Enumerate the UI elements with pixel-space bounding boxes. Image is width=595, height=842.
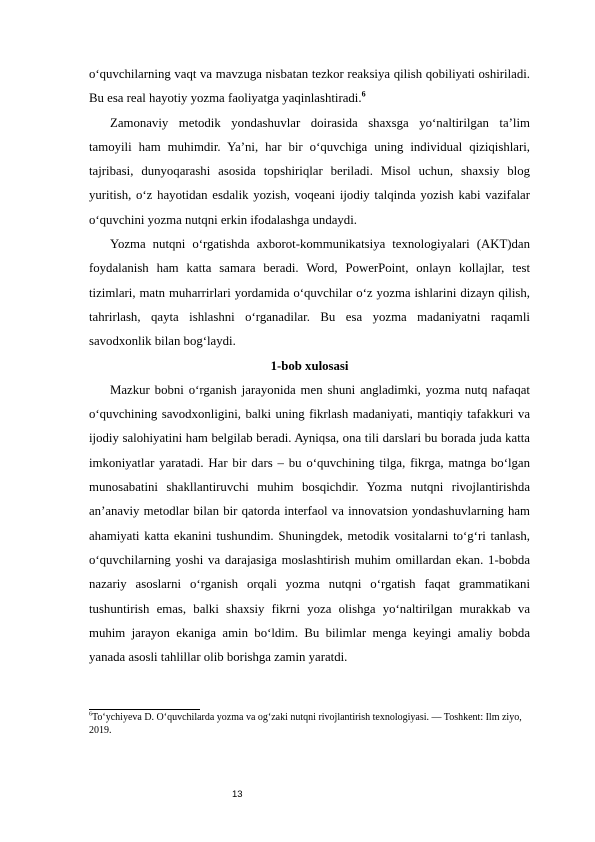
conclusion-paragraph: Mazkur bobni o‘rganish jarayonida men shuni angladimki, yozma nutq nafaqat o‘quvchining savodxonligini, balki uning fikrlash madaniyati, mantiqiy tafakkuri va ijodiy salohiyatini ham belgilab beradi. Ayniqsa, ona tili darslari bu borada juda katta imkoniyatlar yaratadi. Har bir dars – bu o‘quvchining tilga, fikrga, matnga bo‘lgan munosabatini shakllantiruvchi muhim bosqichdir. Yozma nutqni rivojlantirishda an’anaviy metodlar bilan bir qatorda interfaol va innovatsion yondashuvlarning ham ahamiyati katta ekanini tushundim. Shuningdek, metodik vositalarni to‘g‘ri tanlash, o‘quvchilarning yoshi va darajasiga moslashtirish muhim omillardan ekan. 1-bobda nazariy asoslarni o‘rganish orqali yozma nutqni o‘rgatish faqat grammatikani tushuntirish emas, balki shaxsiy fikrni yoza olishga yo‘naltirilgan murakkab va muhim jarayon ekaniga amin bo‘ldim. Bu bilimlar menga keyingi amaliy bobda yanada asosli tahlillar olib borishga zamin yaratdi. xyxy=(89,382,530,665)
document-body xyxy=(89,62,530,669)
page-number: 13 xyxy=(232,789,243,800)
paragraph-1 xyxy=(89,62,530,111)
paragraph-1-text: o‘quvchilarning vaqt va mavzuga nisbatan tezkor reaksiya qilish qobiliyati oshiriladi. Bu esa real hayotiy yozma faoliyatga yaqinlashtiradi. xyxy=(89,67,530,106)
footnote-marker: 6 xyxy=(89,711,92,718)
paragraph-3: Yozma nutqni o‘rgatishda axborot-kommunikatsiya texnologiyalari (AKT)dan foydalanish ham katta samara beradi. Word, PowerPoint, onlayn kollajlar, test tizimlari, matn muharrirlari yordamida o‘quvchilar o‘z yozma ishlarini dizayn qilish, tahrirlash, qayta ishlashni o‘rganadilar. Bu esa yozma madaniyatni raqamli savodxonlik bilan bog‘laydi. xyxy=(89,237,530,349)
footnote-divider xyxy=(89,709,200,710)
paragraph-2: Zamonaviy metodik yondashuvlar doirasida shaxsga yo‘naltirilgan ta’lim tamoyili ham muhimdir. Ya’ni, har bir o‘quvchiga uning individual qiziqishlari, tajribasi, dunyoqarashi asosida topshiriqlar beriladi. Misol uchun, shaxsiy blog yuritish, o‘z hayotidan esdalik yozish, voqeani ijodiy talqinda yozish kabi vazifalar o‘quvchini yozma nutqni erkin ifodalashga undaydi. xyxy=(89,115,530,227)
footnote xyxy=(89,712,530,737)
footnote-text: To‘ychiyeva D. O‘quvchilarda yozma va og‘zaki nutqni rivojlantirish texnologiyasi. — Toshkent: Ilm ziyo, 2019. xyxy=(89,712,522,736)
section-heading: 1-bob xulosasi xyxy=(270,358,349,373)
footnote-reference[interactable]: 6 xyxy=(361,90,366,100)
